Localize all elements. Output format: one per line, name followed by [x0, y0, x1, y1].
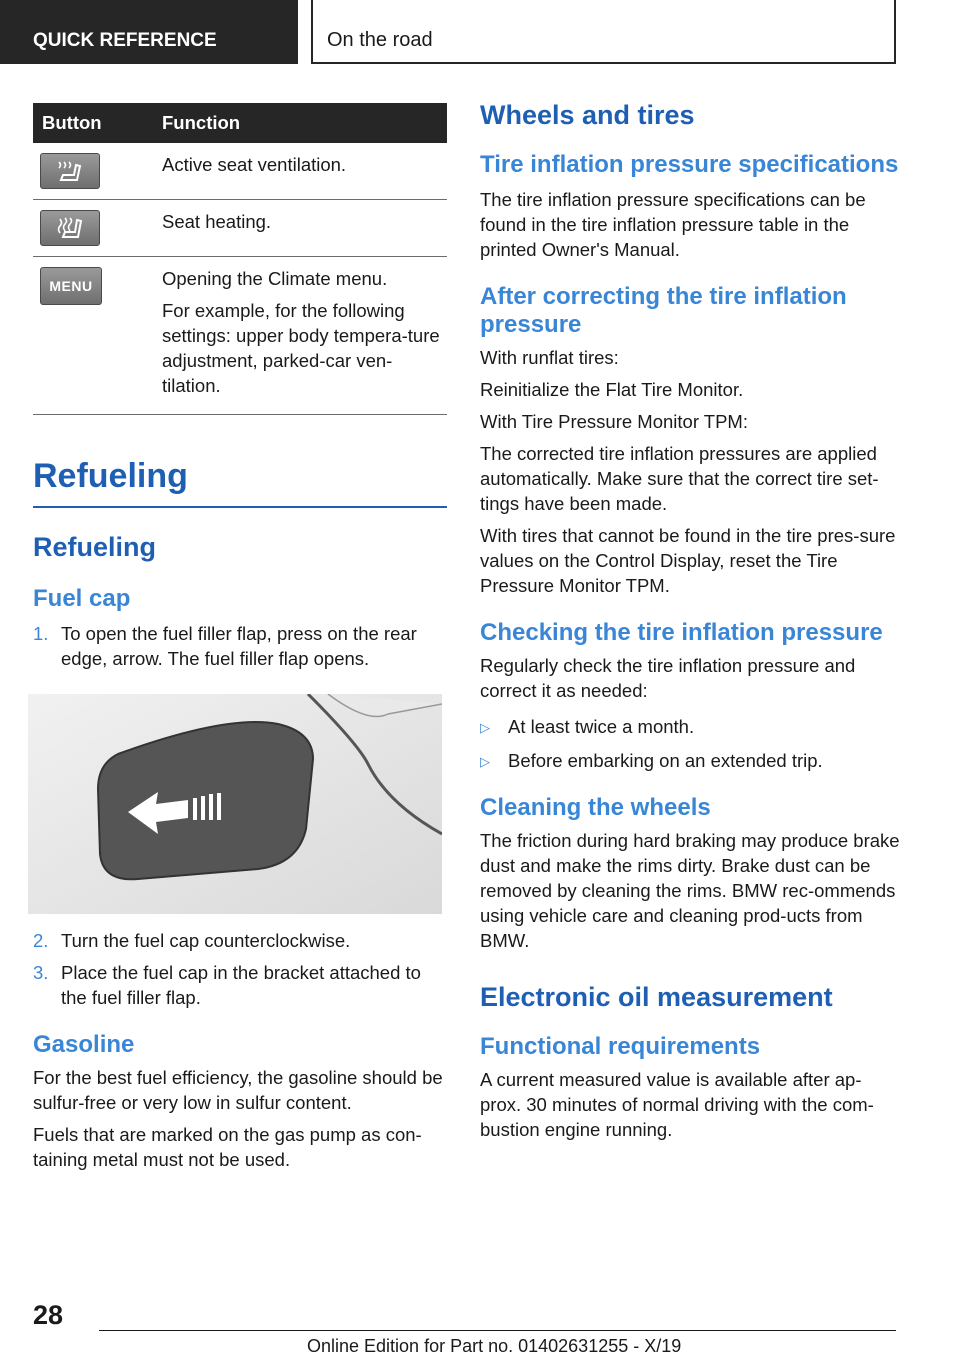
section-label: QUICK REFERENCE [33, 30, 217, 51]
step-text: To open the fuel filler flap, press on the rear edge, arrow. The fuel filler flap opens. [61, 623, 417, 669]
bullet-text: At least twice a month. [508, 716, 695, 737]
triangle-bullet-icon: ▷ [480, 720, 490, 735]
step-text: Place the fuel cap in the bracket attached to the fuel filler flap. [61, 962, 421, 1008]
list-item [480, 748, 900, 774]
after-correcting-heading: After correcting the tire inflation pressure [480, 283, 847, 338]
seat-ventilation-icon [40, 153, 100, 189]
refueling-title: Refueling [33, 457, 447, 508]
chapter-label: On the road [327, 29, 433, 51]
menu-button-label: MENU [49, 278, 93, 294]
table-cell-text [162, 143, 447, 200]
table-row [33, 257, 447, 415]
list-item [33, 621, 447, 671]
chapter-tab [311, 0, 896, 64]
cleaning-text: The friction during hard braking may produce brake dust and make the rims dirty. Brake dust can be removed by cleaning the rims. BMW rec-ommends using vehicle care and cleaning prod-ucts from BMW. [480, 830, 900, 951]
seat-heating-icon [40, 210, 100, 246]
after-correcting-text: With tires that cannot be found in the tire pres-sure values on the Control Display, reset the Tire Pressure Monitor TPM. [480, 525, 896, 596]
after-correcting-text: With Tire Pressure Monitor TPM: [480, 411, 748, 432]
table-cell-text [162, 257, 447, 415]
table-row [33, 200, 447, 257]
fuel-cap-heading: Fuel cap [33, 585, 131, 612]
section-tab [0, 0, 298, 64]
oil-title: Electronic oil measurement [480, 982, 833, 1012]
list-item [33, 960, 447, 1010]
menu-button-icon [40, 267, 102, 305]
gasoline-heading: Gasoline [33, 1031, 135, 1058]
step-text: Turn the fuel cap counterclockwise. [61, 930, 351, 951]
bullet-text: Before embarking on an extended trip. [508, 750, 823, 771]
list-item [33, 928, 447, 953]
table-row [33, 143, 447, 200]
footer-divider [99, 1330, 896, 1331]
after-correcting-text: Reinitialize the Flat Tire Monitor. [480, 379, 744, 400]
wheels-title: Wheels and tires [480, 100, 695, 130]
step-number: 3. [33, 962, 49, 983]
step-number: 2. [33, 930, 49, 951]
fuel-filler-flap-image [28, 694, 442, 914]
table-cell-icon [33, 257, 162, 415]
table-cell-icon [33, 143, 162, 200]
function-text: Opening the Climate menu. [162, 268, 388, 289]
right-column [480, 100, 900, 1149]
step-number: 1. [33, 623, 49, 644]
function-text: Seat heating. [162, 211, 272, 232]
button-function-table [33, 103, 447, 415]
functional-requirements-heading: Functional requirements [480, 1033, 761, 1060]
after-correcting-text: With runflat tires: [480, 347, 619, 368]
gasoline-text: Fuels that are marked on the gas pump as con-taining metal must not be used. [33, 1124, 422, 1170]
functional-requirements-text: A current measured value is available after ap-prox. 30 minutes of normal driving with the com-bustion engine running. [480, 1069, 874, 1140]
function-text: Active seat ventilation. [162, 154, 347, 175]
triangle-bullet-icon: ▷ [480, 754, 490, 769]
after-correcting-text: The corrected tire inflation pressures are applied automatically. Make sure that the correct tire set-tings have been made. [480, 443, 879, 514]
list-item [480, 714, 900, 740]
page-number: 28 [33, 1300, 64, 1330]
table-cell-icon [33, 200, 162, 257]
gasoline-text: For the best fuel efficiency, the gasoline should be sulfur-free or very low in sulfur content. [33, 1067, 443, 1113]
table-header-function: Function [162, 103, 447, 143]
cleaning-heading: Cleaning the wheels [480, 794, 711, 821]
tire-spec-text: The tire inflation pressure specifications can be found in the tire inflation pressure table in the printed Owner's Manual. [480, 189, 866, 260]
checking-heading: Checking the tire inflation pressure [480, 619, 883, 646]
checking-intro: Regularly check the tire inflation pressure and correct it as needed: [480, 655, 856, 701]
table-header-button: Button [33, 103, 162, 143]
footer-edition: Online Edition for Part no. 01402631255 - X/19 [307, 1336, 682, 1356]
function-text: For example, for the following settings: upper body tempera-ture adjustment, parked-car ven-tilation. [162, 300, 440, 396]
left-column [33, 103, 447, 1179]
table-cell-text [162, 200, 447, 257]
tire-spec-heading: Tire inflation pressure specifications [480, 151, 899, 178]
refueling-subtitle: Refueling [33, 532, 157, 562]
